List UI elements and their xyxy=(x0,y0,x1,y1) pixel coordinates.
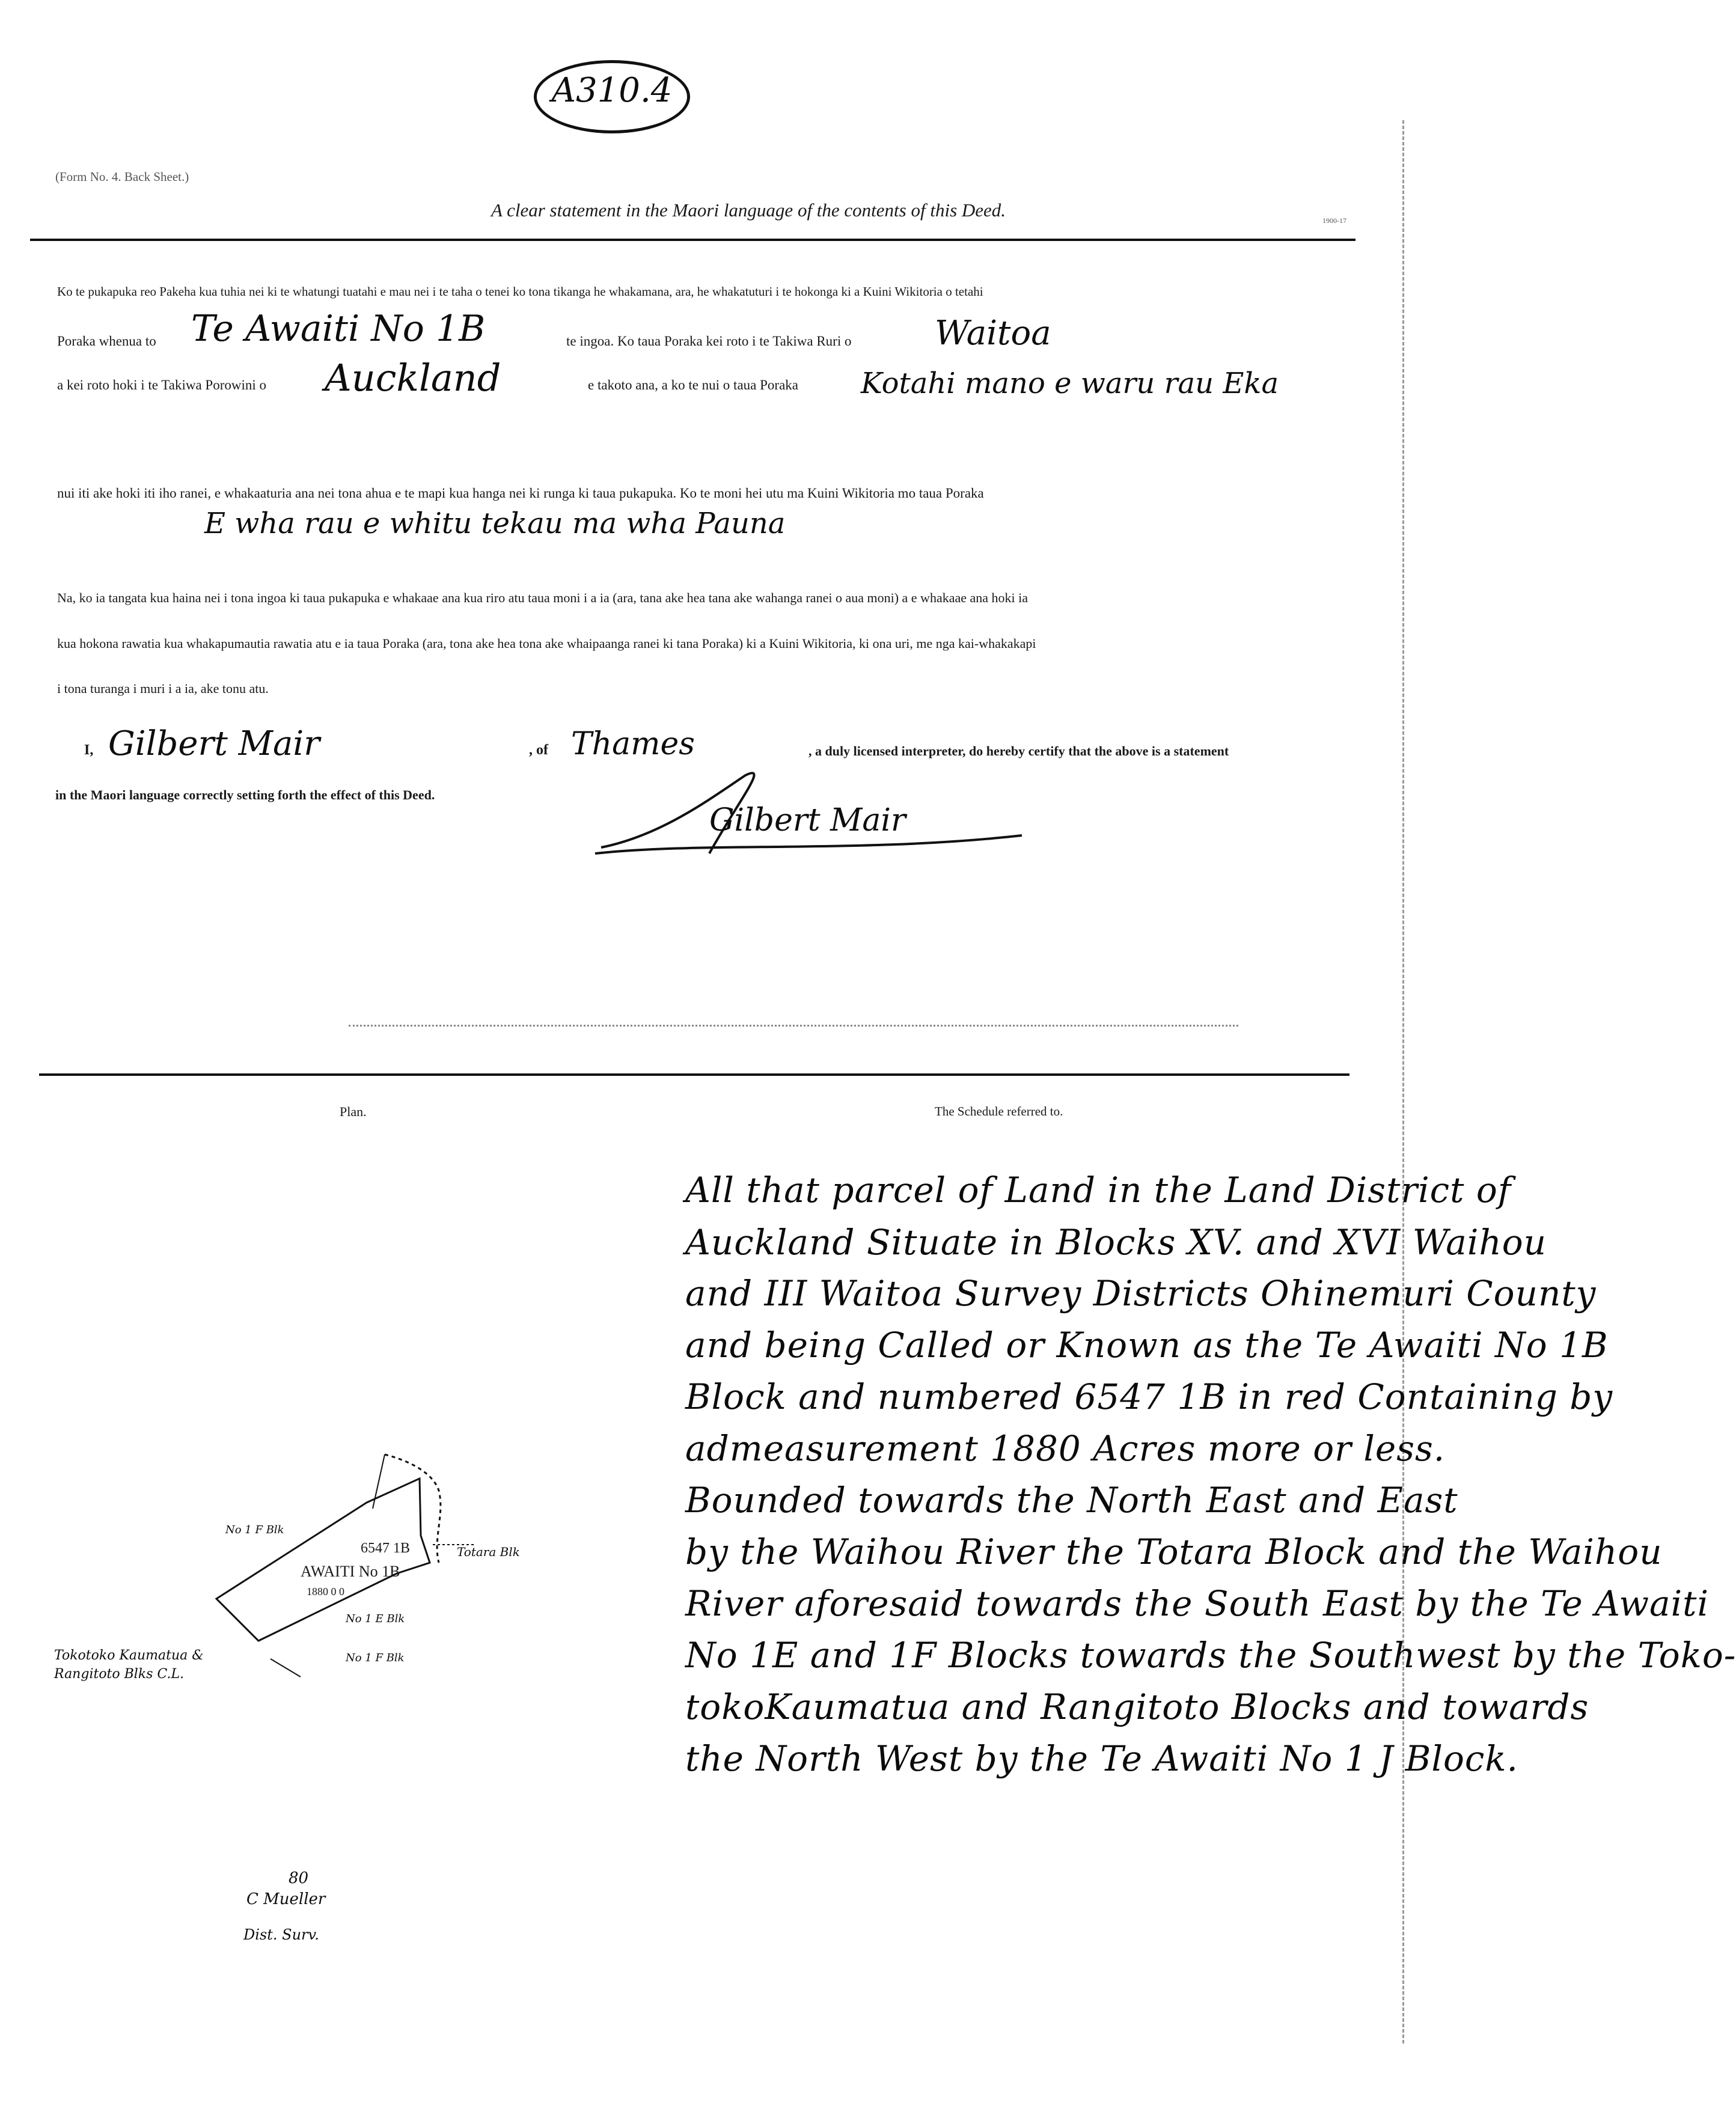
statement-line-1: Ko te pukapuka reo Pakeha kua tuhia nei ki te whatungi tuatahi e mau nei i te taha o tenei ko tona tikanga he whakamana, ara, he whakatuturi i te hokonga ki a Kuini Wikitoria o tetahi xyxy=(57,284,983,299)
section-rule xyxy=(39,1073,1349,1076)
plan-lot-number: 6547 1B xyxy=(361,1540,411,1556)
statement-line-4: nui iti ake hoki iti iho ranei, e whakaaturia ana nei tona ahua e te mapi kua hanga nei ki runga ki taua pukapuka. Ko te moni hei utu ma Kuini Wikitoria mo taua Poraka xyxy=(57,486,984,501)
schedule-line: and being Called or Known as the Te Awaiti No 1B xyxy=(685,1325,1609,1366)
schedule-line: No 1E and 1F Blocks towards the Southwest by the Toko- xyxy=(685,1635,1736,1676)
form-note: (Form No. 4. Back Sheet.) xyxy=(55,169,189,184)
page-title: A clear statement in the Maori language of the contents of this Deed. xyxy=(491,200,1006,221)
schedule-line: Block and numbered 6547 1B in red Containing by xyxy=(685,1376,1613,1417)
schedule-heading: The Schedule referred to. xyxy=(935,1104,1063,1119)
place-handwritten: Thames xyxy=(571,726,695,762)
schedule-line: admeasurement 1880 Acres more or less. xyxy=(685,1428,1446,1469)
certificate-of-label: , of xyxy=(529,742,548,758)
price-handwritten: E wha rau e whitu tekau ma wha Pauna xyxy=(204,507,786,540)
plan-heading: Plan. xyxy=(340,1104,367,1119)
statement-line-2-prefix: Poraka whenua to xyxy=(57,334,156,349)
schedule-line: All that parcel of Land in the Land District of xyxy=(685,1170,1512,1210)
statement-line-2-mid: te ingoa. Ko taua Poraka kei roto i te Takiwa Ruri o xyxy=(566,334,852,349)
schedule-line: Auckland Situate in Blocks XV. and XVI Waihou xyxy=(685,1222,1547,1263)
plan-adjoining-left: Tokotoko Kaumatua & Rangitoto Blks C.L. xyxy=(54,1648,204,1682)
paragraph-2-line-3: i tona turanga i muri i a ia, ake tonu atu. xyxy=(57,681,269,696)
province-handwritten: Auckland xyxy=(325,356,501,400)
interpreter-name-handwritten: Gilbert Mair xyxy=(108,724,320,763)
survey-district-handwritten: Waitoa xyxy=(935,314,1051,353)
plan-adjoining-sw: No 1 F Blk xyxy=(225,1524,284,1536)
plan-scale: 80 xyxy=(289,1869,309,1887)
certificate-text-2: in the Maori language correctly setting forth the effect of this Deed. xyxy=(55,787,435,802)
block-name-handwritten: Te Awaiti No 1B xyxy=(191,308,486,350)
signature: Gilbert Mair xyxy=(709,802,906,838)
certificate-prefix: I, xyxy=(84,742,94,758)
faint-dotted-rule xyxy=(349,1025,1238,1027)
plan-area-label: 1880 0 0 xyxy=(307,1586,344,1598)
statement-line-3-prefix: a kei roto hoki i te Takiwa Porowini o xyxy=(57,377,267,392)
plan-note-2: Dist. Surv. xyxy=(243,1926,319,1943)
certificate-text-1: , a duly licensed interpreter, do hereby certify that the above is a statement xyxy=(808,743,1229,758)
statement-line-3-mid: e takoto ana, a ko te nui o taua Poraka xyxy=(588,377,798,392)
plan-adjoining-s: No 1 E Blk xyxy=(346,1613,405,1625)
plan-adjoining-e: Totara Blk xyxy=(457,1545,520,1559)
area-handwritten: Kotahi mano e waru rau Eka xyxy=(861,367,1279,400)
schedule-line: and III Waitoa Survey Districts Ohinemuri County xyxy=(685,1273,1597,1314)
schedule-line: by the Waihou River the Totara Block and the Waihou xyxy=(685,1531,1663,1572)
stamp-text: A310.4 xyxy=(551,71,673,110)
schedule-line: Bounded towards the North East and East xyxy=(685,1480,1458,1521)
plan-chain-note: C Mueller xyxy=(246,1890,326,1908)
schedule-line: the North West by the Te Awaiti No 1 J Block. xyxy=(685,1738,1518,1779)
schedule-line: River aforesaid towards the South East by the Te Awaiti xyxy=(685,1583,1710,1624)
header-rule xyxy=(30,239,1355,241)
paragraph-2-line-2: kua hokona rawatia kua whakapumautia rawatia atu e ia taua Poraka (ara, tona ake hea tona ake whaipaanga ranei ki tana Poraka) ki a Kuini Wikitoria, ki ona uri, me nga kai-whakakapi xyxy=(57,636,1036,651)
plan-adjoining-s2: No 1 F Blk xyxy=(346,1652,405,1664)
plan-block-label: AWAITI No 1B xyxy=(301,1563,400,1580)
schedule-line: tokoKaumatua and Rangitoto Blocks and towards xyxy=(685,1686,1589,1727)
corner-mark: 1900-17 xyxy=(1322,216,1346,225)
paragraph-2-line-1: Na, ko ia tangata kua haina nei i tona ingoa ki taua pukapuka e whakaae ana kua riro atu taua moni i a ia (ara, tana ake hea tana ake wahanga ranei o aua moni) a e whakaae ana hoki ia xyxy=(57,590,1028,605)
